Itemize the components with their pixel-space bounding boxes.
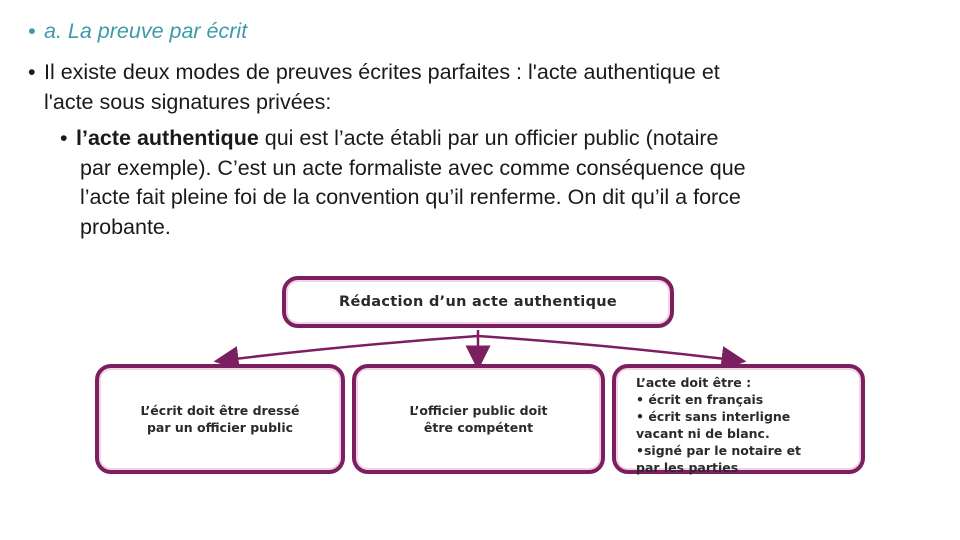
middle-box-line: L’officier public doit — [409, 403, 548, 418]
paragraph-2-text: qui est l’acte établi par un officier public (notaire — [258, 126, 719, 150]
paragraph-1-text: Il existe deux modes de preuves écrites parfaites : l'acte authentique et — [44, 60, 720, 84]
diagram-right-box — [612, 364, 865, 474]
bullet-icon: • — [28, 60, 36, 84]
paragraph-2-line-3: l’acte fait pleine foi de la convention qu’il renferme. On dit qu’il a force — [80, 185, 741, 209]
right-box-line: par les parties — [636, 460, 739, 475]
diagram-top-box — [282, 276, 674, 328]
arrow-right-icon — [478, 336, 734, 360]
paragraph-2-line-4: probante. — [80, 215, 171, 239]
diagram-middle-box — [352, 364, 605, 474]
right-box-line: L’acte doit être : — [636, 375, 752, 390]
top-box-label: Rédaction d’un acte authentique — [338, 293, 618, 310]
left-box-line: par un officier public — [146, 420, 294, 435]
bullet-icon: • — [60, 126, 68, 150]
paragraph-2-line-2: par exemple). C’est un acte formaliste avec comme conséquence que — [80, 156, 746, 180]
diagram-left-box — [95, 364, 345, 474]
right-box-line: •signé par le notaire et — [636, 443, 802, 458]
right-box-line: • écrit en français — [636, 392, 764, 407]
right-box-line: • écrit sans interligne — [636, 409, 791, 424]
bold-term: l’acte authentique — [76, 126, 259, 150]
arrow-left-icon — [226, 336, 478, 360]
left-box-line: L’écrit doit être dressé — [140, 403, 300, 418]
bullet-icon: • — [28, 19, 36, 43]
paragraph-1-line-2: l'acte sous signatures privées: — [44, 90, 332, 114]
heading-text: a. La preuve par écrit — [44, 19, 248, 43]
right-box-line: vacant ni de blanc. — [636, 426, 770, 441]
middle-box-line: être compétent — [423, 420, 534, 435]
